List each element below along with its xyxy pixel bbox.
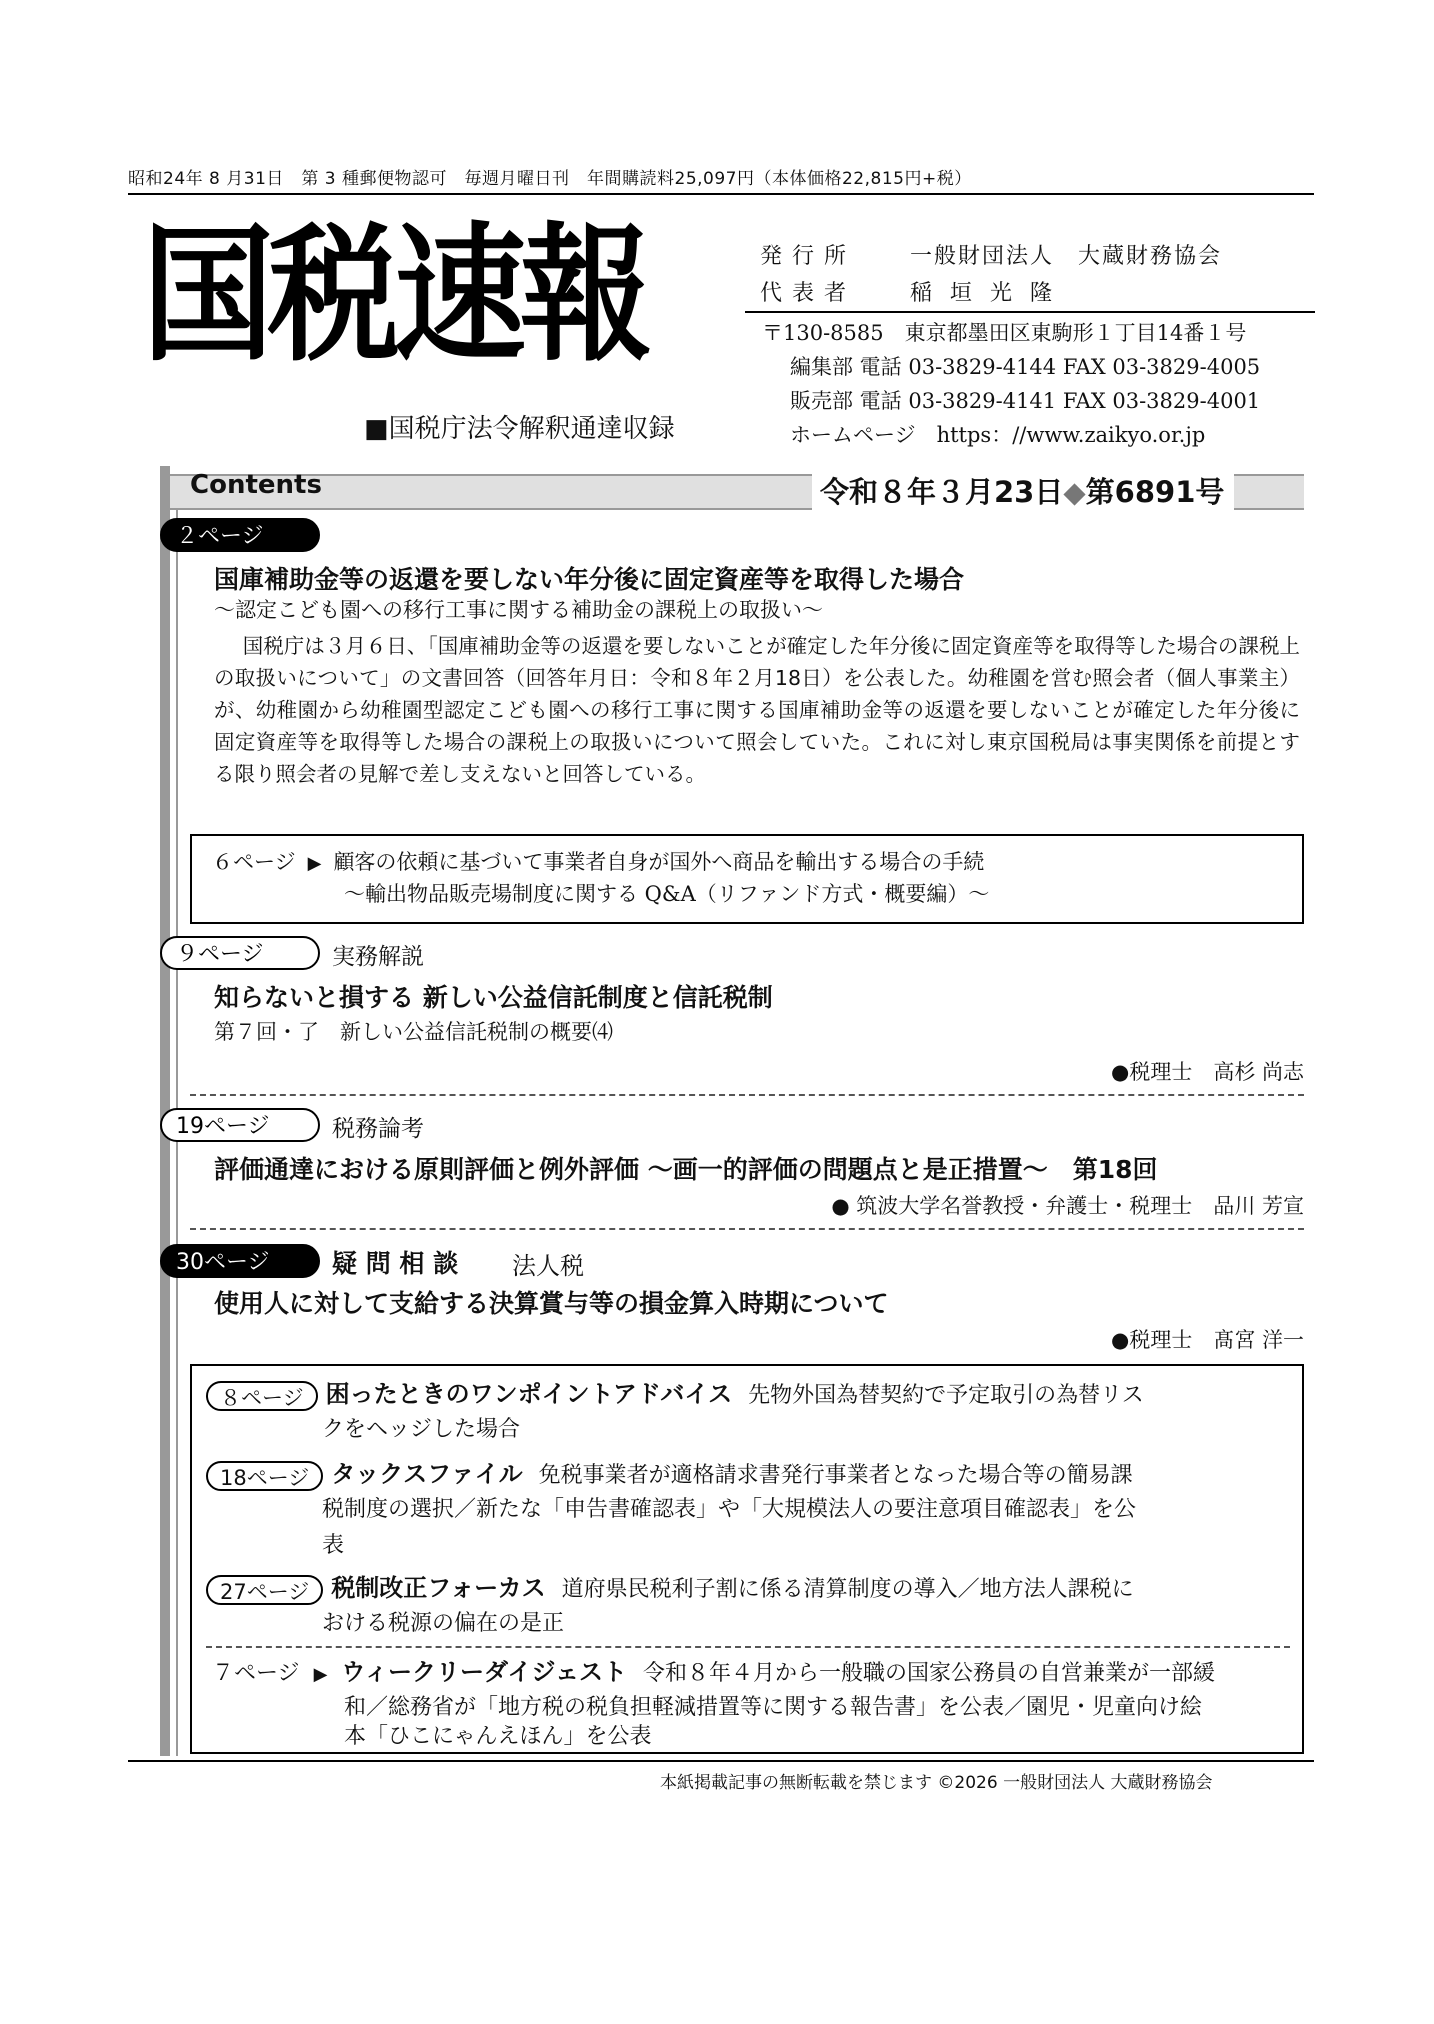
address: 〒130-8585 東京都墨田区東駒形１丁目14番１号 [762, 321, 1247, 345]
representative-label: 代表者 [760, 281, 857, 306]
feature-desc-cont: クをヘッジした場合 [322, 1417, 521, 1442]
article2-headline[interactable]: 知らないと損する 新しい公益信託制度と信託税制 [214, 983, 773, 1012]
article2-subtitle: 第７回・了 新しい公益信託税制の概要⑷ [214, 1020, 613, 1044]
bottom-divider [128, 1760, 1314, 1762]
article3-headline[interactable]: 評価通達における原則評価と例外評価 ～画一的評価の問題点と是正措置～ 第18回 [214, 1155, 1158, 1184]
feature-item[interactable] [206, 1376, 1290, 1414]
weekly-digest-row[interactable] [212, 1654, 1296, 1693]
feature-title: 税制改正フォーカス [331, 1574, 546, 1602]
feature-item[interactable] [206, 1456, 1290, 1494]
related-article-row[interactable] [212, 846, 984, 880]
feature-desc-cont: 税制度の選択／新たな「申告書確認表」や「大規模法人の要注意項目確認表」を公 [322, 1497, 1137, 1522]
masthead-title: 国税速報 [142, 209, 646, 383]
article4-headline[interactable]: 使用人に対して支給する決算賞与等の損金算入時期について [214, 1289, 889, 1318]
article3-author: ● 筑波大学名誉教授・弁護士・税理士 品川 芳宣 [831, 1194, 1304, 1218]
dashed-divider [206, 1646, 1290, 1648]
play-arrow-icon: ▶ [307, 853, 322, 874]
address-block [762, 316, 1260, 452]
issue-date: 令和８年３月23日 [820, 475, 1064, 509]
diamond-icon: ◆ [1063, 475, 1086, 509]
feature-item[interactable] [206, 1570, 1290, 1608]
article3-category: 税務論考 [332, 1116, 424, 1142]
weekly-desc: 令和８年４月から一般職の国家公務員の自営兼業が一部緩 [643, 1661, 1216, 1686]
article1-subtitle: ～認定こども園への移行工事に関する補助金の課税上の取扱い～ [214, 598, 823, 622]
play-arrow-icon: ▶ [313, 1664, 328, 1685]
feature-desc-cont: 表 [322, 1533, 345, 1558]
publisher-value: 一般財団法人 大蔵財務協会 [910, 244, 1223, 269]
publication-info-line: 昭和24年 8 月31日 第 3 種郵便物認可 毎週月曜日刊 年間購読料25,097円（本体価格22,815円+税） [128, 169, 972, 189]
feature-desc: 道府県民税利子割に係る清算制度の導入／地方法人課税に [561, 1577, 1134, 1602]
issue-number: 第6891号 [1085, 475, 1225, 509]
page-badge-2[interactable]: ２ページ [160, 518, 320, 552]
feature-page: 27ページ [206, 1575, 323, 1605]
feature-title: 困ったときのワンポイントアドバイス [325, 1380, 733, 1408]
related-title: 顧客の依頼に基づいて事業者自身が国外へ商品を輸出する場合の手続 [333, 850, 985, 874]
top-divider [128, 193, 1314, 195]
contents-label: Contents [190, 470, 322, 500]
publisher-divider [745, 311, 1315, 313]
feature-title: タックスファイル [331, 1460, 523, 1488]
publisher-block [760, 238, 1222, 312]
weekly-title: ウィークリーダイジェスト [341, 1658, 628, 1686]
masthead-subtitle: ■国税庁法令解釈通達収録 [364, 414, 675, 444]
feature-desc: 先物外国為替契約で予定取引の為替リス [748, 1383, 1144, 1408]
article1-headline[interactable]: 国庫補助金等の返還を要しない年分後に固定資産等を取得した場合 [214, 565, 965, 594]
weekly-page: ７ページ [212, 1661, 300, 1686]
dashed-divider [190, 1228, 1304, 1230]
page-badge-9[interactable]: ９ページ [160, 936, 320, 970]
publisher-label: 発行所 [760, 244, 857, 269]
dashed-divider [190, 1094, 1304, 1096]
weekly-desc-cont: 和／総務省が「地方税の税負担軽減措置等に関する報告書」を公表／園児・児童向け絵 [344, 1695, 1203, 1720]
article4-tax: 法人税 [512, 1252, 584, 1280]
article4-category: 疑 問 相 談 [332, 1249, 459, 1278]
sales-contact: 販売部 電話 03-3829-4141 FAX 03-3829-4001 [790, 389, 1261, 413]
weekly-desc-cont: 本「ひこにゃんえほん」を公表 [344, 1724, 652, 1749]
article2-category: 実務解説 [332, 944, 424, 970]
feature-page: ８ページ [206, 1381, 318, 1411]
feature-page: 18ページ [206, 1461, 323, 1491]
copyright-footer: 本紙掲載記事の無断転載を禁じます ©2026 一般財団法人 大蔵財務協会 [660, 1773, 1213, 1793]
article2-author: ●税理士 高杉 尚志 [1111, 1060, 1304, 1084]
page-badge-19[interactable]: 19ページ [160, 1108, 320, 1142]
feature-desc: 免税事業者が適格請求書発行事業者となった場合等の簡易課 [538, 1463, 1133, 1488]
related-subtitle: ～輸出物品販売場制度に関する Q&A（リファンド方式・概要編）～ [344, 882, 990, 906]
representative-value: 稲垣光隆 [910, 281, 1071, 306]
article4-author: ●税理士 髙宮 洋一 [1111, 1328, 1304, 1352]
article1-body: 国税庁は３月６日、「国庫補助金等の返還を要しないことが確定した年分後に固定資産等を取得等した場合の課税上の取扱いについて」の文書回答（回答年月日：令和８年２月18日）を公表した。幼稚園を営む照会者（個人事業主）が、幼稚園から幼稚園型認定こども園への移行工事に関する国庫補助金等の返還を要しないことが確定した年分後に固定資産等を取得等した場合の課税上の取扱いについて照会していた。これに対し東京国税局は事実関係を前提とする限り照会者の見解で差し支えないと回答している。 [214, 634, 1300, 786]
homepage-link[interactable]: ホームページ https：//www.zaikyo.or.jp [790, 423, 1206, 447]
issue-info [812, 470, 1234, 511]
feature-desc-cont: おける税源の偏在の是正 [322, 1611, 565, 1636]
related-page: ６ページ [212, 850, 296, 874]
editorial-contact: 編集部 電話 03-3829-4144 FAX 03-3829-4005 [790, 355, 1261, 379]
page-badge-30[interactable]: 30ページ [160, 1244, 320, 1278]
